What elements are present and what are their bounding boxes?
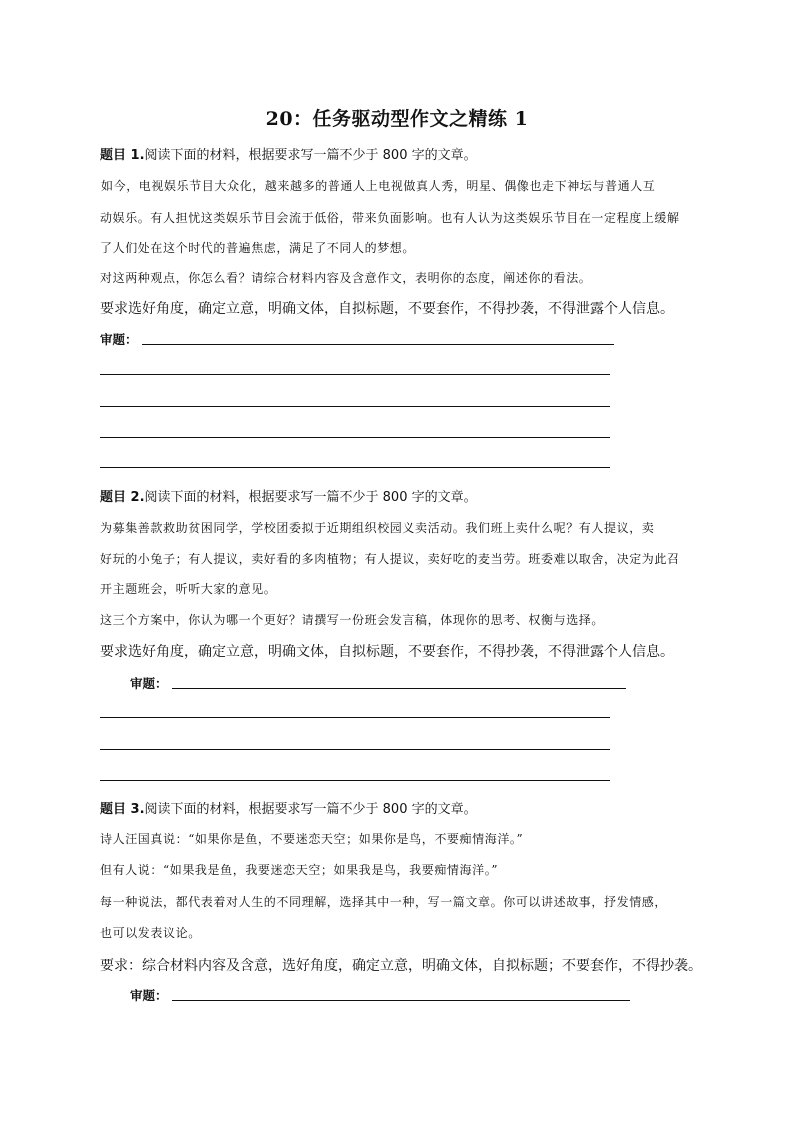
question-2-paragraph-2: 好玩的小兔子；有人提议，卖好看的多肉植物；有人提议，卖好吃的麦当劳。班委难以取舍，决定为此召 [100, 552, 680, 566]
question-2-answer-line-2[interactable] [100, 749, 610, 750]
question-3-paragraph-2: 但有人说：“如果我是鱼，我要迷恋天空；如果我是鸟，我要痴情海洋。” [100, 863, 499, 877]
question-2-answer-line-3[interactable] [100, 780, 610, 781]
page-title: 20：任务驱动型作文之精练 1 [265, 108, 529, 130]
question-1-answer-line-2[interactable] [100, 406, 610, 407]
question-3-label: 题目 3. [100, 802, 145, 817]
question-2-prompt: 阅读下面的材料，根据要求写一篇不少于 800 字的文章。 [144, 490, 477, 505]
question-2-answer-line-1[interactable] [100, 717, 610, 718]
question-2-shenti [130, 674, 626, 692]
question-2-header [100, 486, 710, 505]
question-1-paragraph-3: 了人们处在这个时代的普遍焦虑，满足了不同人的梦想。 [100, 241, 416, 255]
question-1-shenti [100, 330, 614, 348]
question-3-header [100, 798, 710, 817]
question-2-paragraph-4: 这三个方案中，你认为哪一个更好？请撰写一份班会发言稿，体现你的思考、权衡与选择。 [100, 613, 605, 627]
question-3-paragraph-3: 每一种说法，都代表着对人生的不同理解，选择其中一种，写一篇文章。你可以讲述故事，抒发情感， [100, 895, 668, 909]
question-1-paragraph-1: 如今，电视娱乐节目大众化，越来越多的普通人上电视做真人秀，明星、偶像也走下神坛与普通人互 [101, 179, 656, 193]
question-2-shenti-label: 审题： [130, 676, 168, 691]
question-1-requirement: 要求选好角度，确定立意，明确文体，自拟标题，不要套作，不得抄袭，不得泄露个人信息。 [100, 301, 674, 317]
question-2-requirement: 要求选好角度，确定立意，明确文体，自拟标题，不要套作，不得抄袭，不得泄露个人信息。 [100, 644, 674, 660]
question-2-paragraph-3: 开主题班会，听听大家的意见。 [100, 582, 277, 596]
question-1-answer-line-3[interactable] [100, 437, 610, 438]
question-1-shenti-blank[interactable] [142, 343, 614, 345]
question-2-shenti-blank[interactable] [172, 687, 626, 689]
question-1-shenti-label: 审题： [100, 332, 138, 347]
question-1-answer-line-4[interactable] [100, 467, 610, 468]
question-2-paragraph-1: 为募集善款救助贫困同学，学校团委拟于近期组织校园义卖活动。我们班上卖什么呢？有人提议，卖 [100, 521, 655, 535]
question-1-paragraph-4: 对这两种观点，你怎么看？请综合材料内容及含意作文，表明你的态度，阐述你的看法。 [100, 271, 592, 285]
question-3-paragraph-1: 诗人汪国真说：“如果你是鱼，不要迷恋天空；如果你是鸟，不要痴情海洋。” [100, 832, 524, 846]
question-1-label: 题目 1. [100, 148, 145, 163]
question-1-header [100, 144, 710, 163]
question-3-requirement: 要求：综合材料内容及含意，选好角度，确定立意，明确文体，自拟标题；不要套作，不得抄袭。 [100, 958, 702, 974]
question-1-answer-line-1[interactable] [100, 374, 610, 375]
question-1-paragraph-2: 动娱乐。有人担忧这类娱乐节目会流于低俗，带来负面影响。也有人认为这类娱乐节目在一定程度上缓解 [100, 211, 680, 225]
question-3-shenti-label: 审题： [130, 988, 168, 1003]
question-3-prompt: 阅读下面的材料，根据要求写一篇不少于 800 字的文章。 [144, 802, 477, 817]
question-1-prompt: 阅读下面的材料，根据要求写一篇不少于 800 字的文章。 [144, 148, 477, 163]
question-2-label: 题目 2. [100, 490, 145, 505]
question-3-shenti [130, 986, 630, 1004]
question-3-paragraph-4: 也可以发表议论。 [100, 926, 201, 940]
question-3-shenti-blank[interactable] [172, 999, 630, 1001]
